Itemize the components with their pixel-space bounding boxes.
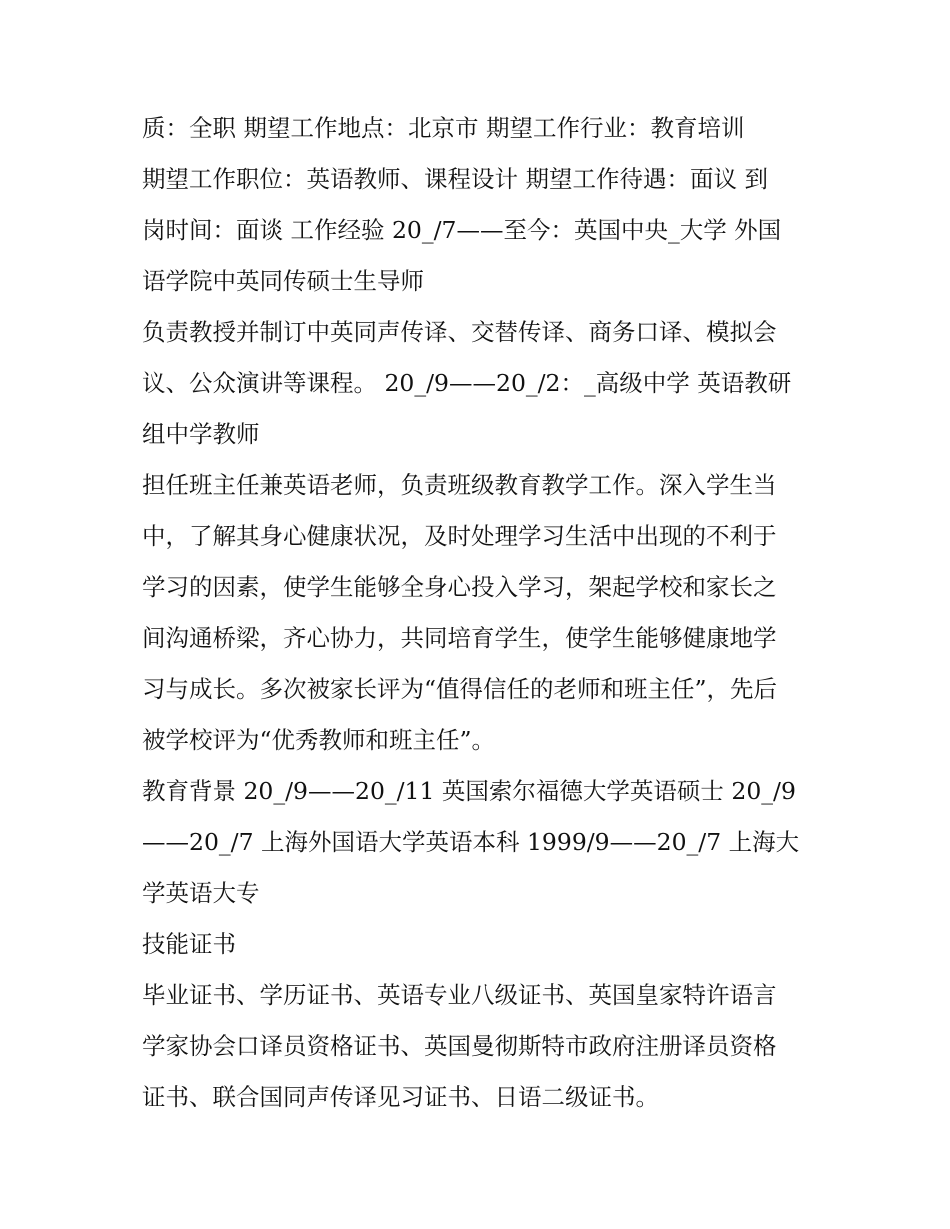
text-line: 负责教授并制订中英同声传译、交替传译、商务口译、模拟会 [142,318,777,346]
text-line: 组中学教师 [142,420,260,448]
text-line: ——20_/7 上海外国语大学英语本科 1999/9——20_/7 上海大 [142,828,800,856]
section-heading: 技能证书 [142,930,236,958]
text-line: 质：全职 期望工作地点：北京市 期望工作行业：教育培训 [142,114,745,142]
text-line: 习与成长。多次被家长评为“值得信任的老师和班主任”，先后 [142,675,778,703]
text-line: 担任班主任兼英语老师，负责班级教育教学工作。深入学生当 [142,471,777,499]
text-line: 间沟通桥梁，齐心协力，共同培育学生，使学生能够健康地学 [142,624,777,652]
text-line: 学英语大专 [142,879,260,907]
text-line: 被学校评为“优秀教师和班主任”。 [142,726,496,754]
text-line: 议、公众演讲等课程。 20_/9——20_/2：_高级中学 英语教研 [142,369,792,397]
text-line: 毕业证书、学历证书、英语专业八级证书、英国皇家特许语言 [142,981,777,1009]
text-line: 语学院中英同传硕士生导师 [142,267,424,295]
text-line: 证书、联合国同声传译见习证书、日语二级证书。 [142,1083,659,1111]
text-line: 中，了解其身心健康状况，及时处理学习生活中出现的不利于 [142,522,777,550]
text-line: 岗时间：面谈 工作经验 20_/7——至今：英国中央_大学 外国 [142,216,782,244]
text-line: 学家协会口译员资格证书、英国曼彻斯特市政府注册译员资格 [142,1032,777,1060]
text-line: 学习的因素，使学生能够全身心投入学习，架起学校和家长之 [142,573,777,601]
text-line: 期望工作职位：英语教师、课程设计 期望工作待遇：面议 到 [142,165,768,193]
document-body [142,103,822,1123]
text-line: 教育背景 20_/9——20_/11 英国索尔福德大学英语硕士 20_/9 [142,777,796,805]
